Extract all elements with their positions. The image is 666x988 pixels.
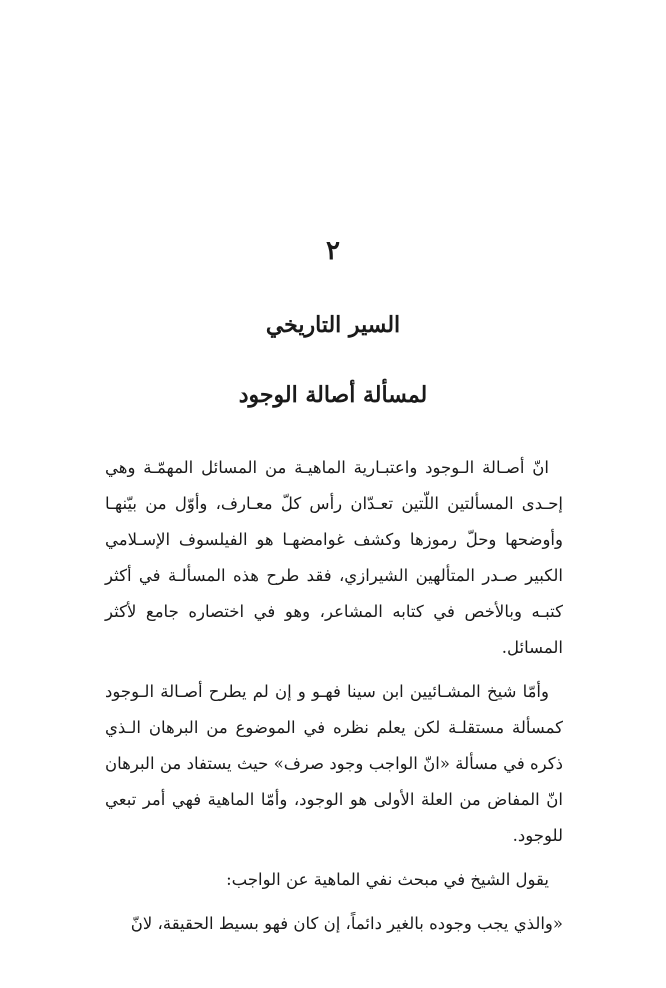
chapter-title: السير التاريخي — [265, 312, 401, 338]
paragraph-quote-intro: يقول الشيخ في مبحث نفي الماهية عن الواجب: — [226, 870, 549, 889]
paragraph-ibn-sina: وأمّا شيخ المشـائيين ابن سينا فهـو و إن لم يطرح أصـالة الـوجود كمسألة مستقلـة لكن يعلم نظره في الموضوع من البرهان الـذي ذكره في مسألة «انّ الواجب وجود صرف» حيث يستفاد من البرهان انّ المفاض من العلة الأولى هو الوجود، وأمّا الماهية فهي أمر تبعي للوجود. — [105, 682, 563, 845]
body-text — [105, 450, 563, 950]
paragraph-quote: «والذي يجب وجوده بالغير دائماً، إن كان فهو بسيط الحقيقة، لانّ — [130, 914, 563, 933]
chapter-subtitle: لمسألة أصالة الوجود — [238, 382, 428, 408]
chapter-number: ٢ — [326, 236, 340, 266]
paragraph-intro: انّ أصـالة الـوجود واعتبـارية الماهيـة من المسائل المهمّـة وهي إحـدى المسألتين اللّتين تعـدّان رأس كلّ معـارف، وأوّل من بيّنهـا وأوضحها وحلّ رموزها وكشف غوامضهـا هو الفيلسوف الإسـلامي الكبير صـدر المتألهين الشيرازي، فقد طرح هذه المسألـة في أكثر كتبـه وبالأخص في كتابه المشاعر، وهو في اختصاره جامع لأكثر المسائل. — [105, 458, 563, 657]
